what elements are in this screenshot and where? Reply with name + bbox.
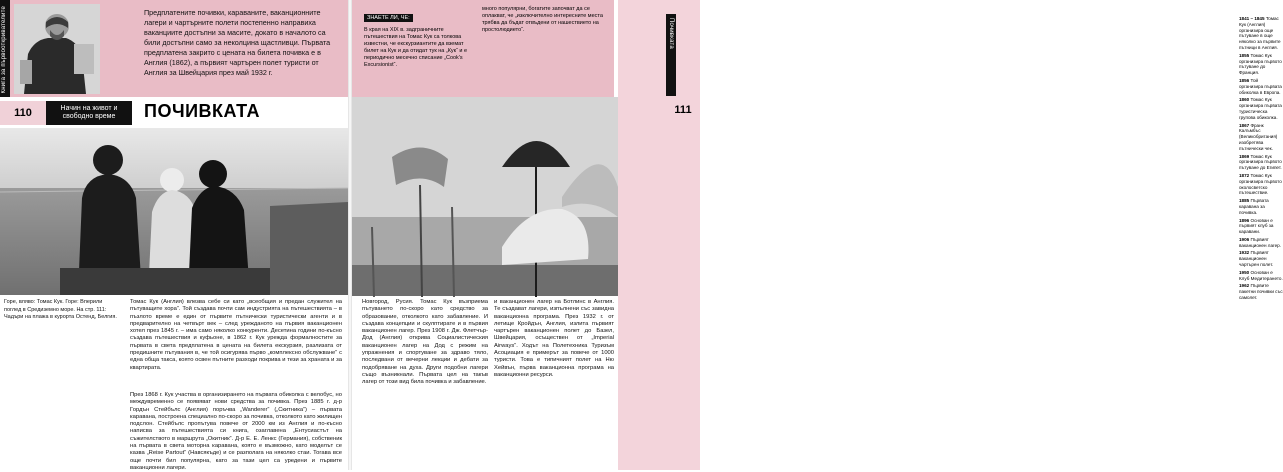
left-side-label: Книга за първооткривателите [1, 6, 7, 94]
right-top-text: много популярни, богатите започват да се оплакват, че „изключително интересните места трябва да бъдат отвъдени от нашествието на простолюдието“. [482, 6, 603, 33]
timeline-text: Първият ваканционен лагер. [1239, 236, 1281, 248]
page-title: ПОЧИВКАТА [144, 101, 260, 121]
right-side-label: Почивката [668, 18, 674, 49]
section-label: Начин на живот и свободно време [46, 101, 132, 125]
body-column-3: и ваканционен лагер на Ботлинс в Англия. Те създават лагери, изпълнени със завидна ваканционна програма. През 1932 г. от летище Кройдън, Англия, излита първият чартърен ваканционен полет до Базел, Швейцария, осъществен от „Imperial Airways“. Ходът на Полетехника Туризъм Асоциация е примерът за повече от 1000 туристи. Това е типичният полет на Ню Хейвън, първа ваканционна програма на ваканционни ресурси. [494, 299, 614, 378]
timeline-text: Томас Кук организира първото пътуване до Франция. [1239, 52, 1282, 76]
left-side-strip [0, 0, 10, 97]
right-side-strip [666, 14, 676, 96]
body-column-1b: През 1868 г. Кук участва в организирането на първата обиколка с велобус, но междувременно се появяват нови средства за почивка. През 1885 г. д-р Гордън Стейбълс (Англия) поръчва „Wanderer“ („Скитника“) – първата каравана, построена специално по-скоро за почивка, отколкото като жилищен подслон. Стейбълс пропътува повече от 2000 км из Англия и по-късно написва за пътешествията си книга, озаглавена „Ентусиастът на съжителството в маршрута „Окитник“. Д-р Е. Е. Ленкс (Германия), собственик на първата в света моторна каравана, която е възможно, като моделът се казва „Reise Partout“ (Навсякъде) и се разполага на няколко стаи. Тогава все още почти бил популярна, като за тази цел са уредени и първите ваканционни лагери. [130, 392, 342, 471]
did-you-know-text: В края на XIX в. задграничните пътешествия на Томас Кук са толкова известни, че екскурзиантите да вземат билет на Кук и да отидат тук на „Кук“ и е периодично месечно списание „Cook's Excursionist“. [364, 27, 468, 68]
timeline-entry [1239, 270, 1283, 282]
timeline-year: 1932 [1239, 250, 1251, 256]
timeline-text: Първият ваканционен чартърен полет. [1239, 250, 1274, 268]
timeline-entry [1239, 123, 1283, 152]
timeline-year: 1869 [1239, 153, 1251, 159]
timeline-year: 1860 [1239, 97, 1251, 103]
timeline-year: 1841 – 1845 [1239, 16, 1266, 21]
timeline-text: Основан е първият клуб за каравани. [1239, 217, 1274, 235]
timeline-year: 1896 [1239, 217, 1251, 223]
timeline-entry [1239, 250, 1283, 267]
timeline-text: Основан е Клуб Медитерането. [1239, 269, 1283, 281]
timeline-entry [1239, 218, 1283, 235]
timeline-entry [1239, 154, 1283, 171]
body-column-1: Томас Кук (Англия) влезва себе си като „всеобщия и предан служител на пътуващите хора“. Той създава почти сам индустрията на пътешествията – в пъзлото време е един от първите пътнически туристически агенти и в предварително на четвърт век – след урежданото на първия ваканционен хотел през 1845 г. – има само няколко конкуренти. Десетина години по-късно създава пътешествия и куфьоне, в 1862 г. Кук урежда формалностите за първата в света предплатена в цената на билета екскурзия, разлизата от предишните пътувания в, че той осигурява първо „комплексно обслужване“ с една обща такса, която освен пътните разходи покрива и тези за храната и за квартирата. [130, 299, 342, 371]
timeline-list [1239, 16, 1283, 303]
timeline-entry [1239, 78, 1283, 95]
timeline-text: Томас Кук организира първата туристическа групова обиколка. [1239, 97, 1282, 120]
timeline-entry [1239, 283, 1283, 300]
timeline-entry [1239, 97, 1283, 120]
timeline-year: 1872 [1239, 172, 1251, 178]
timeline-entry [1239, 198, 1283, 215]
timeline-panel [618, 0, 1283, 470]
timeline-text: Томас Кук (Англия) организира още пътуване в още няколко за първите пътници в Англия. [1239, 16, 1281, 50]
timeline-year: 1962 [1239, 283, 1251, 289]
timeline-text: Томас Кук организира първото пътуване до Египет. [1239, 153, 1282, 171]
timeline-text: Томас Кук организира първото околосветско пътешествие. [1239, 172, 1282, 196]
timeline-entry [1239, 237, 1283, 249]
timeline-text: Франк Калъмбъс (Великобритания) изобретява пътнически чек. [1239, 122, 1278, 151]
did-you-know-box [364, 6, 474, 92]
did-you-know-heading: ЗНАЕТЕ ЛИ, ЧЕ: [364, 14, 413, 22]
timeline-text: Първите пакетни почивки със самолет. [1239, 283, 1283, 301]
timeline-text: Първата каравана за почивка. [1239, 198, 1269, 215]
photo-caption: Горе, вляво: Томас Кук. Горе: Вперили поглед в Средиземно море. На стр. 111: Чадъри на плажа в курорта Остенд, Белгия. [4, 299, 117, 320]
intro-text: Предплатените почивки, караваните, ваканционните лагери и чартърните полети постепенно направиха ваканциите достъпни за масите, докато в началото са били достъпни само за неколцина щастливци. Първата предплатена закрито с цената на билета почивка е в Англия (1862), а първият чартърен полет туристи от Англия за Швейцария през май 1932 г. [144, 8, 331, 77]
timeline-year: 1856 [1239, 77, 1251, 83]
timeline-text: Той организира първата обиколка в Европа. [1239, 77, 1282, 95]
photo-sea-people [0, 128, 348, 295]
timeline-entry [1239, 173, 1283, 196]
portrait-thomas-cook [14, 4, 100, 94]
timeline-year: 1906 [1239, 236, 1251, 242]
timeline-year: 1855 [1239, 52, 1251, 58]
timeline-year: 1867 [1239, 122, 1251, 128]
body-column-2: Новгород, Русия. Томас Кук възприема пътуването по-скоро като средство за образование, отколкото като забавление. И създава концепции и скулптирате и в първия ваканционен лагер. През 1908 г. Дж. Флетчър-Дод (Англия) открива Социалистическия ваканционен лагер на Дод с режим на упражнения и спортуване за здраво тяло, последвани от вечерни лекции и дебати за подобряване на духа. Други подобни лагери също възникнали. Първата цел на такъв лагер от този вид била почивка и забавление. [362, 299, 488, 386]
page-number-right: 111 [674, 104, 692, 116]
timeline-entry [1239, 53, 1283, 76]
timeline-year: 1950 [1239, 269, 1251, 275]
page-number-left: 110 [0, 101, 46, 125]
timeline-year: 1885 [1239, 198, 1251, 204]
timeline-entry [1239, 16, 1283, 51]
